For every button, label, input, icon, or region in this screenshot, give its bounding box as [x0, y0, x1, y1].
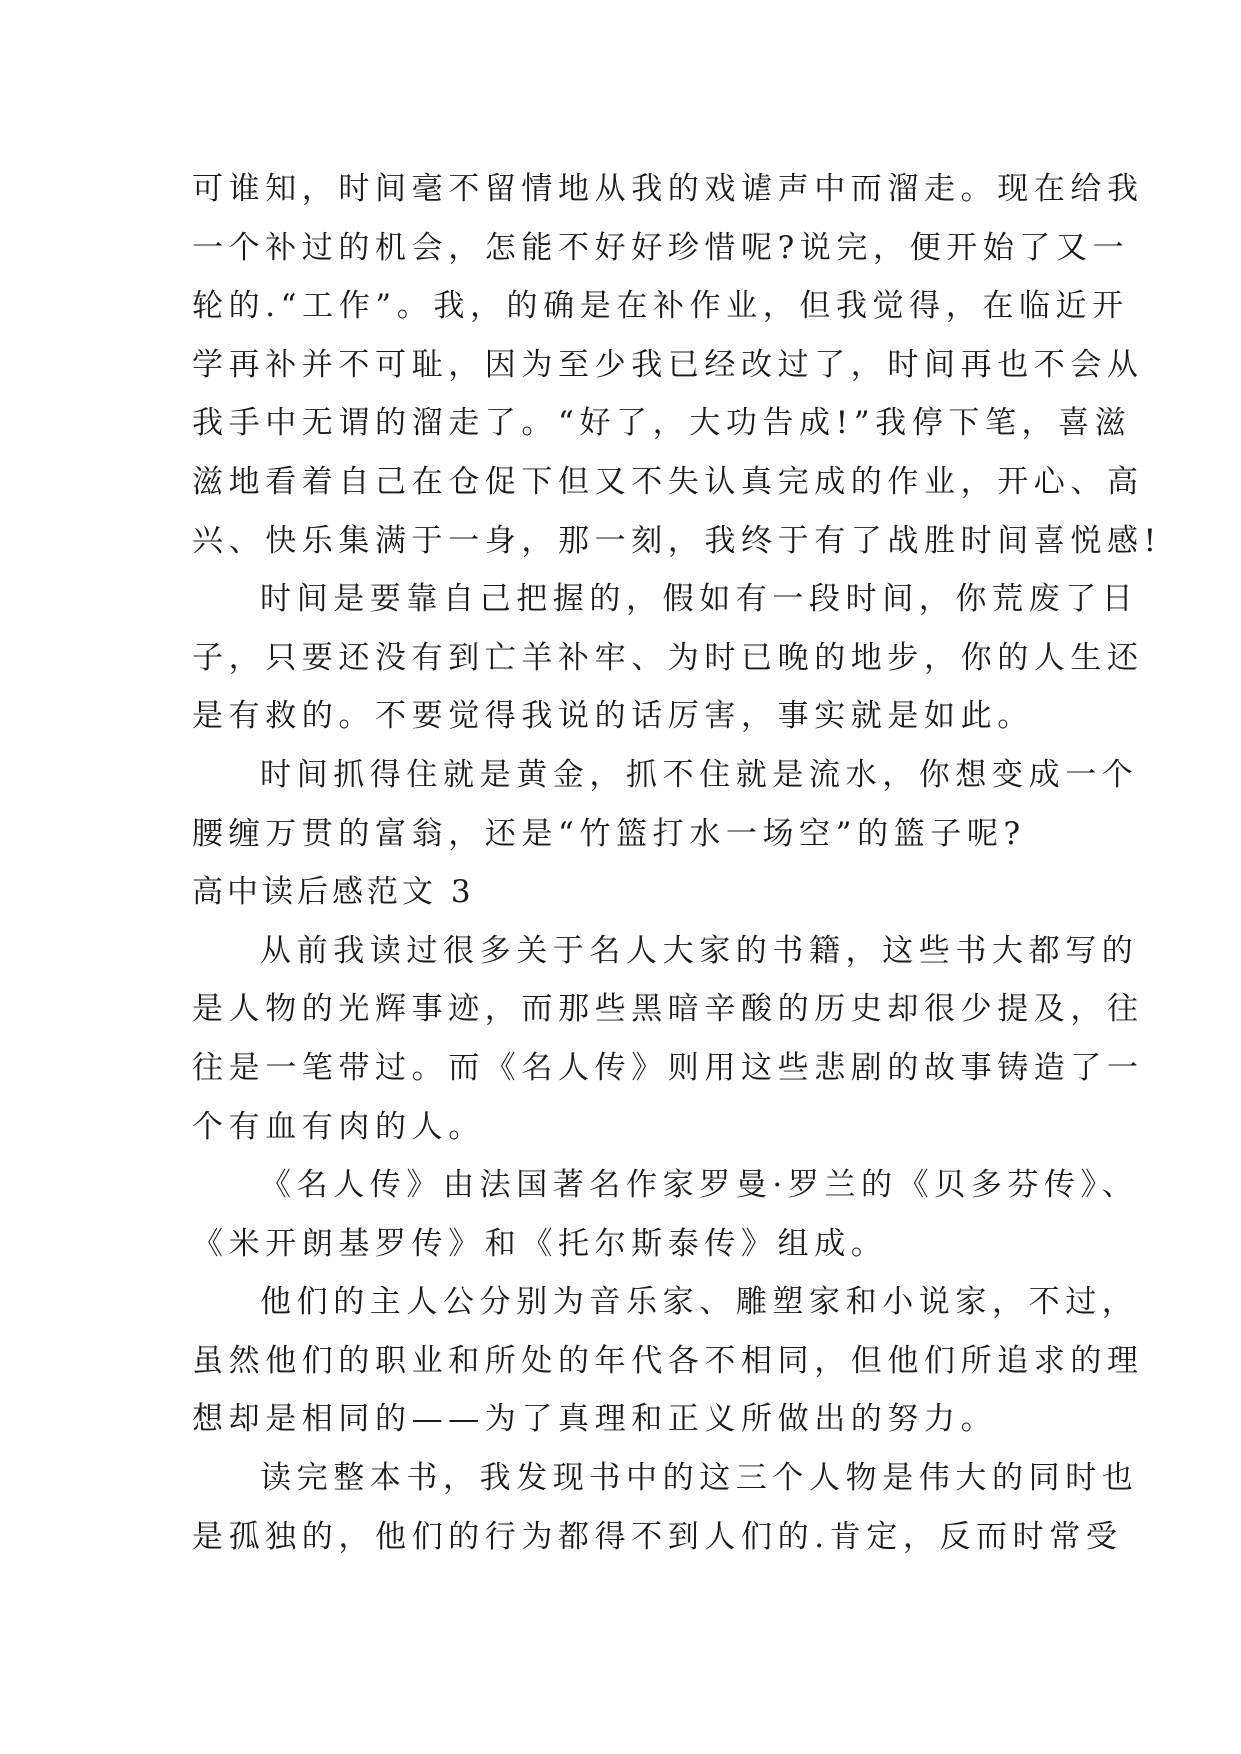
document-body: [192, 160, 1162, 1566]
text-line: 滋地看着自己在仓促下但又不失认真完成的作业，开心、高: [192, 463, 1144, 500]
text-line: 轮的.“工作”。我，的确是在补作业，但我觉得，在临近开: [192, 288, 1129, 325]
text-line: 子，只要还没有到亡羊补牢、为时已晚的地步，你的人生还: [192, 639, 1144, 676]
text-line: 虽然他们的职业和所处的年代各不相同，但他们所追求的理: [192, 1342, 1144, 1379]
text-line: 往是一笔带过。而《名人传》则用这些悲剧的故事铸造了一: [192, 1049, 1144, 1086]
section-heading: 高中读后感范文 3: [192, 874, 475, 911]
text-line: 他们的主人公分别为音乐家、雕塑家和小说家，不过，: [260, 1284, 1139, 1321]
text-line: 《米开朗基罗传》和《托尔斯泰传》组成。: [192, 1225, 888, 1262]
text-line: 个有血有肉的人。: [192, 1108, 485, 1145]
text-line: 从前我读过很多关于名人大家的书籍，这些书大都写的: [260, 932, 1139, 969]
text-line: 是人物的光辉事迹，而那些黑暗辛酸的历史却很少提及，往: [192, 991, 1144, 1028]
text-line: 时间是要靠自己把握的，假如有一段时间，你荒废了日: [260, 581, 1139, 618]
text-line: 可谁知，时间毫不留情地从我的戏谑声中而溜走。现在给我: [192, 171, 1144, 207]
text-line: 《名人传》由法国著名作家罗曼·罗兰的《贝多芬传》、: [260, 1167, 1139, 1204]
text-line: 我手中无谓的溜走了。“好了，大功告成!”我停下笔，喜滋: [192, 405, 1132, 442]
text-line: 时间抓得住就是黄金，抓不住就是流水，你想变成一个: [260, 756, 1139, 793]
text-line: 兴、快乐集满于一身，那一刻，我终于有了战胜时间喜悦感!: [192, 522, 1162, 559]
text-line: 是孤独的，他们的行为都得不到人们的.肯定，反而时常受: [192, 1518, 1123, 1555]
text-line: 一个补过的机会，怎能不好好珍惜呢?说完，便开始了又一: [192, 229, 1130, 266]
text-line: 是有救的。不要觉得我说的话厉害，事实就是如此。: [192, 698, 1034, 735]
text-line: 读完整本书，我发现书中的这三个人物是伟大的同时也: [260, 1460, 1139, 1497]
text-line: 腰缠万贯的富翁，还是“竹篮打水一场空”的篮子呢?: [192, 815, 1026, 852]
text-line: 学再补并不可耻，因为至少我已经改过了，时间再也不会从: [192, 346, 1144, 383]
text-line: 想却是相同的——为了真理和正义所做出的努力。: [192, 1401, 998, 1438]
